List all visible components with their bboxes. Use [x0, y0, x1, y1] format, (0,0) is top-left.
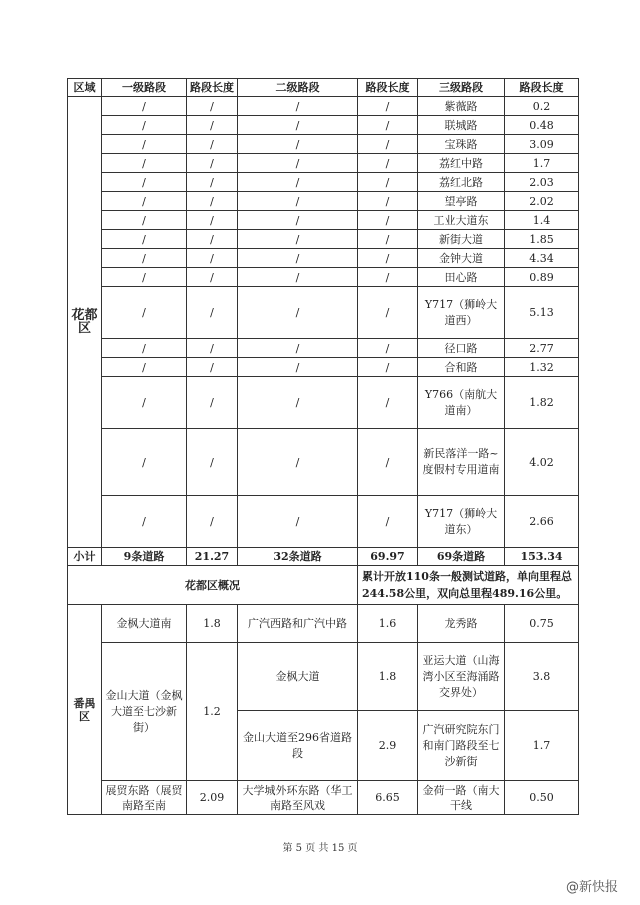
cell-len3: 0.48: [505, 116, 579, 135]
cell-len2: /: [358, 97, 418, 116]
header-level1: 一级路段: [102, 79, 187, 97]
subtotal-label: 小计: [68, 548, 102, 566]
cell-len3: 1.32: [505, 358, 579, 377]
table-row: [68, 154, 579, 173]
cell-len1: /: [187, 429, 238, 496]
subtotal-l2: 32条道路: [238, 548, 358, 566]
cell-l1: /: [102, 192, 187, 211]
cell-len1: /: [187, 377, 238, 429]
cell-len1: /: [187, 249, 238, 268]
subtotal-len1: 21.27: [187, 548, 238, 566]
cell-len3: 2.77: [505, 339, 579, 358]
cell-l3: 龙秀路: [418, 605, 505, 643]
cell-l1: /: [102, 268, 187, 287]
cell-len2: /: [358, 429, 418, 496]
cell-l3: Y766（南航大道南）: [418, 377, 505, 429]
cell-l1: /: [102, 116, 187, 135]
cell-len2: /: [358, 154, 418, 173]
cell-l3: 金钟大道: [418, 249, 505, 268]
cell-l3: 亚运大道（山海湾小区至海涌路交界处）: [418, 643, 505, 711]
cell-len2: /: [358, 230, 418, 249]
table-row: [68, 192, 579, 211]
cell-len3: 2.66: [505, 496, 579, 548]
cell-l2: /: [238, 173, 358, 192]
cell-len3: 0.75: [505, 605, 579, 643]
cell-l1: /: [102, 211, 187, 230]
cell-l2: /: [238, 358, 358, 377]
cell-l2: /: [238, 135, 358, 154]
subtotal-l1: 9条道路: [102, 548, 187, 566]
table-row: [68, 496, 579, 548]
cell-len1: 1.2: [187, 643, 238, 781]
cell-len1: /: [187, 135, 238, 154]
overview-label: 花都区概况: [68, 566, 358, 605]
cell-l1: 展贸东路（展贸南路至南: [102, 781, 187, 815]
header-level3: 三级路段: [418, 79, 505, 97]
header-length3: 路段长度: [505, 79, 579, 97]
cell-len1: 2.09: [187, 781, 238, 815]
cell-len3: 4.34: [505, 249, 579, 268]
cell-len1: /: [187, 97, 238, 116]
cell-len2: /: [358, 339, 418, 358]
cell-l3: 新民落洋一路~度假村专用道南: [418, 429, 505, 496]
table-row: [68, 643, 579, 711]
cell-len2: /: [358, 287, 418, 339]
cell-len1: 1.8: [187, 605, 238, 643]
region-huadu: 花都区: [68, 97, 102, 548]
cell-len1: /: [187, 230, 238, 249]
table-row: [68, 287, 579, 339]
cell-l3: Y717（狮岭大道东）: [418, 496, 505, 548]
cell-l1: /: [102, 154, 187, 173]
page-footer: 第 5 页 共 15 页: [282, 843, 358, 854]
table-row: [68, 230, 579, 249]
cell-l2: 大学城外环东路（华工南路至风戏: [238, 781, 358, 815]
subtotal-len2: 69.97: [358, 548, 418, 566]
table-row: [68, 211, 579, 230]
cell-len1: /: [187, 358, 238, 377]
header-region: 区域: [68, 79, 102, 97]
cell-len3: 1.82: [505, 377, 579, 429]
cell-l3: Y717（狮岭大道西）: [418, 287, 505, 339]
cell-len2: 2.9: [358, 711, 418, 781]
subtotal-l3: 69条道路: [418, 548, 505, 566]
cell-len3: 0.2: [505, 97, 579, 116]
cell-len3: 4.02: [505, 429, 579, 496]
cell-len2: 6.65: [358, 781, 418, 815]
cell-len3: 1.7: [505, 711, 579, 781]
cell-l3: 荔红中路: [418, 154, 505, 173]
cell-len2: /: [358, 358, 418, 377]
cell-len1: /: [187, 173, 238, 192]
cell-len2: 1.6: [358, 605, 418, 643]
cell-l3: 金荷一路（南大干线: [418, 781, 505, 815]
header-length2: 路段长度: [358, 79, 418, 97]
table-row: [68, 781, 579, 815]
table-row: [68, 268, 579, 287]
cell-l3: 工业大道东: [418, 211, 505, 230]
cell-len2: /: [358, 192, 418, 211]
table-row: [68, 377, 579, 429]
cell-len3: 5.13: [505, 287, 579, 339]
cell-l2: /: [238, 377, 358, 429]
cell-l3: 广汽研究院东门和南门路段至七沙新街: [418, 711, 505, 781]
cell-len2: /: [358, 377, 418, 429]
header-length1: 路段长度: [187, 79, 238, 97]
cell-l3: 宝珠路: [418, 135, 505, 154]
cell-len1: /: [187, 154, 238, 173]
cell-l3: 田心路: [418, 268, 505, 287]
cell-len1: /: [187, 268, 238, 287]
cell-l1: /: [102, 429, 187, 496]
header-row: [68, 79, 579, 97]
cell-l3: 径口路: [418, 339, 505, 358]
cell-len3: 0.89: [505, 268, 579, 287]
cell-len3: 2.02: [505, 192, 579, 211]
cell-len1: /: [187, 192, 238, 211]
cell-len1: /: [187, 116, 238, 135]
cell-l2: 金山大道至296省道路段: [238, 711, 358, 781]
cell-l3: 新街大道: [418, 230, 505, 249]
cell-len2: /: [358, 249, 418, 268]
cell-l3: 紫薇路: [418, 97, 505, 116]
cell-len1: /: [187, 287, 238, 339]
cell-len1: /: [187, 496, 238, 548]
cell-len2: /: [358, 211, 418, 230]
cell-l3: 望亭路: [418, 192, 505, 211]
overview-row: [68, 566, 579, 605]
cell-l3: 合和路: [418, 358, 505, 377]
cell-len2: 1.8: [358, 643, 418, 711]
cell-l3: 荔红北路: [418, 173, 505, 192]
cell-len2: /: [358, 173, 418, 192]
cell-len2: /: [358, 116, 418, 135]
cell-len2: /: [358, 268, 418, 287]
cell-l2: /: [238, 211, 358, 230]
table-row: [68, 339, 579, 358]
cell-l1: /: [102, 97, 187, 116]
cell-l1: /: [102, 230, 187, 249]
cell-l1: /: [102, 358, 187, 377]
cell-l3: 联城路: [418, 116, 505, 135]
cell-l2: /: [238, 496, 358, 548]
table-row: [68, 135, 579, 154]
cell-l2: /: [238, 249, 358, 268]
cell-len3: 3.8: [505, 643, 579, 711]
cell-len3: 3.09: [505, 135, 579, 154]
cell-l2: /: [238, 154, 358, 173]
cell-l1: 金枫大道南: [102, 605, 187, 643]
subtotal-len3: 153.34: [505, 548, 579, 566]
cell-len3: 1.85: [505, 230, 579, 249]
cell-l1: /: [102, 173, 187, 192]
cell-l1: /: [102, 377, 187, 429]
cell-len2: /: [358, 135, 418, 154]
cell-l1: /: [102, 287, 187, 339]
watermark: @新快报: [565, 880, 618, 895]
table-row: [68, 358, 579, 377]
cell-l2: 广汽西路和广汽中路: [238, 605, 358, 643]
cell-l2: 金枫大道: [238, 643, 358, 711]
cell-l2: /: [238, 192, 358, 211]
cell-l2: /: [238, 339, 358, 358]
overview-text: 累计开放110条一般测试道路，单向里程总244.58公里，双向总里程489.16公里。: [358, 566, 579, 605]
cell-l2: /: [238, 268, 358, 287]
cell-l2: /: [238, 429, 358, 496]
cell-l2: /: [238, 116, 358, 135]
cell-len3: 0.50: [505, 781, 579, 815]
subtotal-row: [68, 548, 579, 566]
cell-len2: /: [358, 496, 418, 548]
table-row: [68, 116, 579, 135]
road-table: [67, 78, 579, 815]
cell-l2: /: [238, 287, 358, 339]
cell-len1: /: [187, 211, 238, 230]
cell-l1: /: [102, 496, 187, 548]
cell-l1: /: [102, 339, 187, 358]
cell-l2: /: [238, 230, 358, 249]
cell-len1: /: [187, 339, 238, 358]
cell-len3: 2.03: [505, 173, 579, 192]
region-panyu: 番禺区: [68, 605, 102, 815]
table-row: [68, 97, 579, 116]
table-row: [68, 173, 579, 192]
cell-len3: 1.4: [505, 211, 579, 230]
table-row: [68, 249, 579, 268]
table-row: [68, 605, 579, 643]
cell-l1: /: [102, 135, 187, 154]
cell-l1: /: [102, 249, 187, 268]
cell-l2: /: [238, 97, 358, 116]
cell-len3: 1.7: [505, 154, 579, 173]
header-level2: 二级路段: [238, 79, 358, 97]
cell-l1: 金山大道（金枫大道至七沙新街）: [102, 643, 187, 781]
table-row: [68, 429, 579, 496]
